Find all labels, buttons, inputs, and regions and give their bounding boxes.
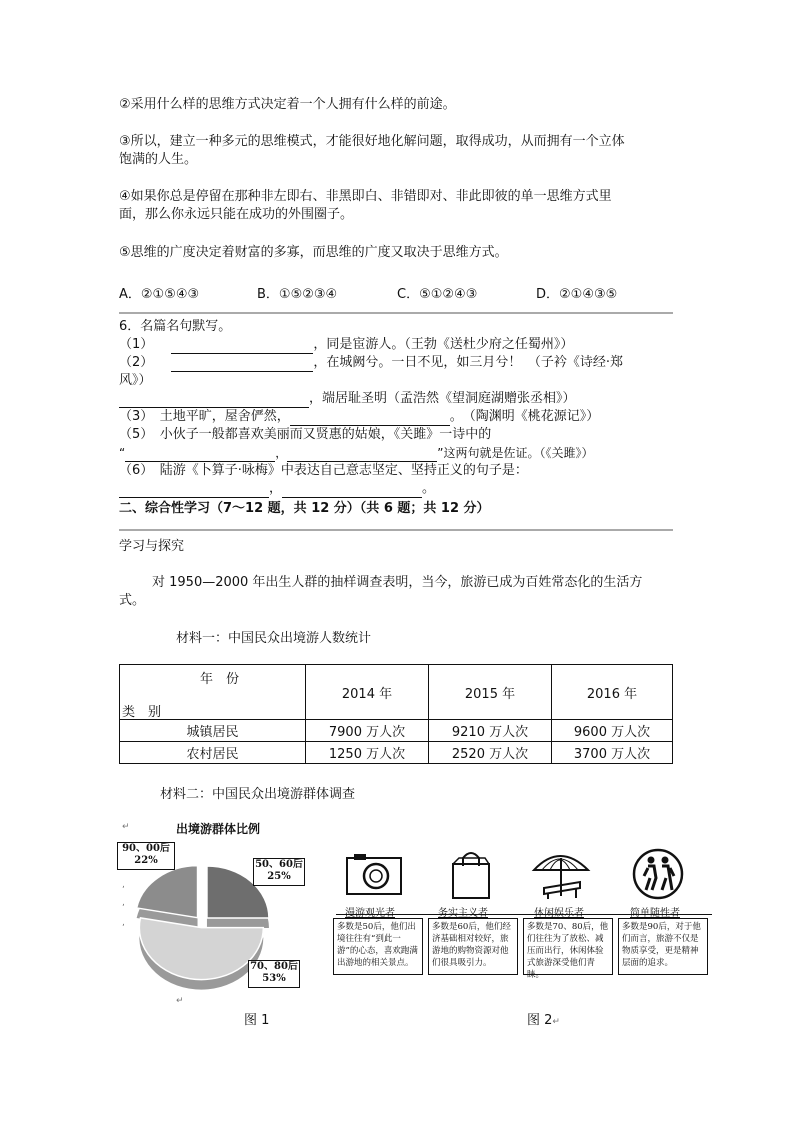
table-row: 农村居民 1250 万人次 2520 万人次 3700 万人次 (120, 742, 673, 764)
card-title: 休闲娱乐者 (534, 908, 584, 919)
pie-label-90s: 90、00后 22% (117, 842, 175, 870)
option-d[interactable]: D．②①④③⑤ (536, 287, 618, 302)
divider (119, 529, 673, 531)
q6-line-8: ， 。 (119, 480, 435, 498)
blank-1[interactable] (171, 339, 313, 354)
q6-line-3: ，端居耻圣明（孟浩然《望洞庭湖赠张丞相》） (119, 390, 576, 408)
blank-2[interactable] (171, 357, 313, 372)
chart-title: 出境游群体比例 (176, 822, 261, 836)
figure-2-caption: 图 2↵ (527, 1013, 560, 1028)
figure-1-caption: 图 1 (244, 1013, 270, 1028)
pie-label-70s: 70、80后 53% (248, 960, 300, 988)
intro-text: 对 1950—2000 年出生人群的抽样调查表明，当今，旅游已成为百姓常态化的生活方 (152, 575, 643, 590)
q6-title: 6．名篇名句默写。 (119, 319, 232, 334)
material-2-title: 材料二：中国民众出境游群体调查 (160, 787, 356, 802)
card-text: 多数是50后，他们出境往往有“到此一游”的心态，喜欢跑满出游地的相关景点。 (333, 918, 423, 975)
blank-6[interactable] (287, 447, 437, 462)
card-title: 漫游观光者 (345, 908, 395, 919)
statement-4-cont: 面，那么你永远只能在成功的外围圈子。 (119, 207, 354, 222)
study-heading: 学习与探究 (119, 539, 185, 554)
material-1-title: 材料一：中国民众出境游人数统计 (176, 631, 372, 646)
paragraph-mark: , (122, 918, 125, 928)
card-title: 简单随性者 (630, 908, 680, 919)
walking-people-icon (630, 848, 686, 900)
beach-umbrella-icon (530, 848, 594, 900)
section-2-heading: 二、综合性学习（7～12 题，共 12 分）（共 6 题；共 12 分） (119, 501, 490, 516)
option-c[interactable]: C．⑤①②④③ (397, 287, 478, 302)
table-header-corner: 年 份 类 别 (120, 665, 306, 720)
statement-3: ③所以，建立一种多元的思维模式，才能很好地化解问题，取得成功，从而拥有一个立体 (119, 134, 625, 149)
blank-5[interactable] (125, 447, 275, 462)
q6-line-6: “ ， ”这两句就是佐证。（《关雎》） (119, 446, 594, 460)
option-b[interactable]: B．①⑤②③④ (257, 287, 338, 302)
paragraph-mark: ↵ (122, 822, 130, 832)
paragraph-mark: , (122, 898, 125, 908)
year-header: 2016 年 (552, 665, 673, 720)
blank-8[interactable] (282, 483, 422, 498)
paragraph-mark: ↵ (176, 996, 184, 1006)
blank-3[interactable] (119, 393, 309, 408)
statement-4: ④如果你总是停留在那种非左即右、非黑即白、非错即对、非此即彼的单一思维方式里 (119, 189, 612, 204)
q6-line-5: （5） 小伙子一般都喜欢美丽而又贤惠的姑娘，《关雎》一诗中的 (119, 427, 492, 442)
table-row: 城镇居民 7900 万人次 9210 万人次 9600 万人次 (120, 720, 673, 742)
card-text: 多数是60后，他们经济基础相对较好，旅游地的购物资源对他们很具吸引力。 (428, 918, 518, 975)
statement-3-cont: 饱满的人生。 (119, 152, 198, 167)
option-a[interactable]: A．②①⑤④③ (119, 287, 200, 302)
card-text: 多数是70、80后，他们往往为了放松、减压而出行，休闲体验式旅游深受他们青睐。 (523, 918, 613, 975)
paragraph-mark: , (122, 880, 125, 890)
card-text: 多数是90后，对于他们而言，旅游不仅是物质享受，更是精神层面的追求。 (618, 918, 708, 975)
q6-line-4: （3） 土地平旷，屋舍俨然， 。 （陶渊明《桃花源记》） (119, 409, 600, 424)
divider (119, 312, 673, 314)
blank-7[interactable] (119, 483, 269, 498)
year-header: 2015 年 (429, 665, 552, 720)
q6-line-2-cont: 风》） (119, 373, 152, 388)
q6-line-1: （1） ，同是宦游人。（王勃《送杜少府之任蜀州》） (119, 337, 574, 352)
card-title: 务实主义者 (438, 908, 488, 919)
q6-line-2: （2） ，在城阙兮。一日不见，如三月兮！ （子衿《诗经·郑 (119, 355, 624, 370)
q6-line-7: （6） 陆游《卜算子·咏梅》中表达自己意志坚定、坚持正义的句子是： (119, 463, 528, 478)
camera-icon (344, 852, 404, 898)
pie-slice-90s (137, 866, 198, 918)
year-header: 2014 年 (306, 665, 429, 720)
tourism-table (119, 664, 673, 764)
intro-text-cont: 式。 (119, 593, 146, 608)
blank-4[interactable] (290, 411, 450, 426)
shopping-bag-icon (449, 850, 493, 900)
statement-2: ②采用什么样的思维方式决定着一个人拥有什么样的前途。 (119, 97, 456, 112)
statement-5: ⑤思维的广度决定着财富的多寡，而思维的广度又取决于思维方式。 (119, 245, 508, 260)
pie-label-50s: 50、60后 25% (253, 858, 305, 886)
